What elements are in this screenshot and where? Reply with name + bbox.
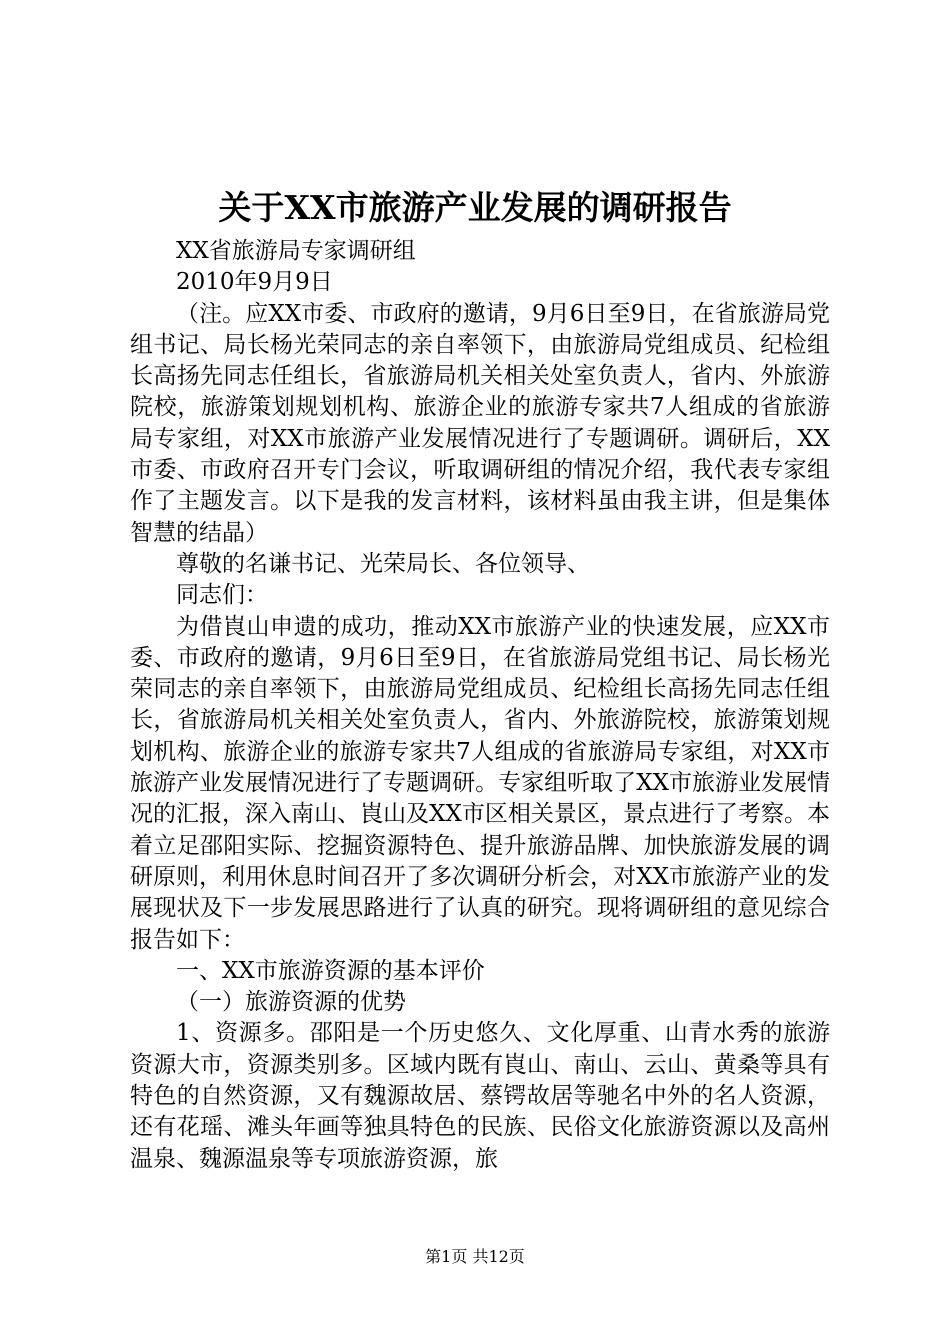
body-paragraph: 1、资源多。邵阳是一个历史悠久、文化厚重、山青水秀的旅游资源大市，资源类别多。区域内既有崀山、南山、云山、黄桑等具有特色的自然资源，又有魏源故居、蔡锷故居等驰名中外的名人资源，还有花瑶、滩头年画等独具特色的民族、民俗文化旅游资源以及高州温泉、魏源温泉等专项旅游资源，旅	[130, 1020, 830, 1172]
salutation-line: 尊敬的名谦书记、光荣局长、各位领导、	[176, 550, 590, 577]
section-heading: 一、XX市旅游资源的基本评价	[176, 957, 485, 984]
subsection-heading: （一）旅游资源的优势	[176, 989, 406, 1016]
page-number: 第1页 共12页	[425, 1247, 525, 1266]
body-paragraph: 为借崀山申遗的成功，推动XX市旅游产业的快速发展，应XX市委、市政府的邀请，9月6日至9日，在省旅游局党组书记、局长杨光荣同志的亲自率领下，由旅游局党组成员、纪检组长高扬先同志任组长，省旅游局机关相关处室负责人，省内、外旅游院校，旅游策划规划机构、旅游企业的旅游专家共7人组成的省旅游局专家组，对XX市旅游产业发展情况进行了专题调研。专家组听取了XX市旅游业发展情况的汇报，深入南山、崀山及XX市区相关景区，景点进行了考察。本着立足邵阳实际、挖掘资源特色、提升旅游品牌、加快旅游发展的调研原则，利用休息时间召开了多次调研分析会，对XX市旅游产业的发展现状及下一步发展思路进行了认真的研究。现将调研组的意见综合报告如下：	[130, 613, 830, 953]
note-paragraph: （注。应XX市委、市政府的邀请，9月6日至9日，在省旅游局党组书记、局长杨光荣同志的亲自率领下，由旅游局党组成员、纪检组长高扬先同志任组长，省旅游局机关相关处室负责人，省内、外旅游院校，旅游策划规划机构、旅游企业的旅游专家共7人组成的省旅游局专家组，对XX市旅游产业发展情况进行了专题调研。调研后，XX市委、市政府召开专门会议，听取调研组的情况介绍，我代表专家组作了主题发言。以下是我的发言材料，该材料虽由我主讲，但是集体智慧的结晶）	[130, 300, 830, 546]
salutation-line: 同志们：	[176, 582, 268, 609]
document-body	[130, 236, 830, 1175]
author-line: XX省旅游局专家调研组	[176, 238, 416, 264]
document-title: 关于XX市旅游产业发展的调研报告	[218, 188, 732, 227]
date-line: 2010年9月9日	[176, 269, 333, 296]
